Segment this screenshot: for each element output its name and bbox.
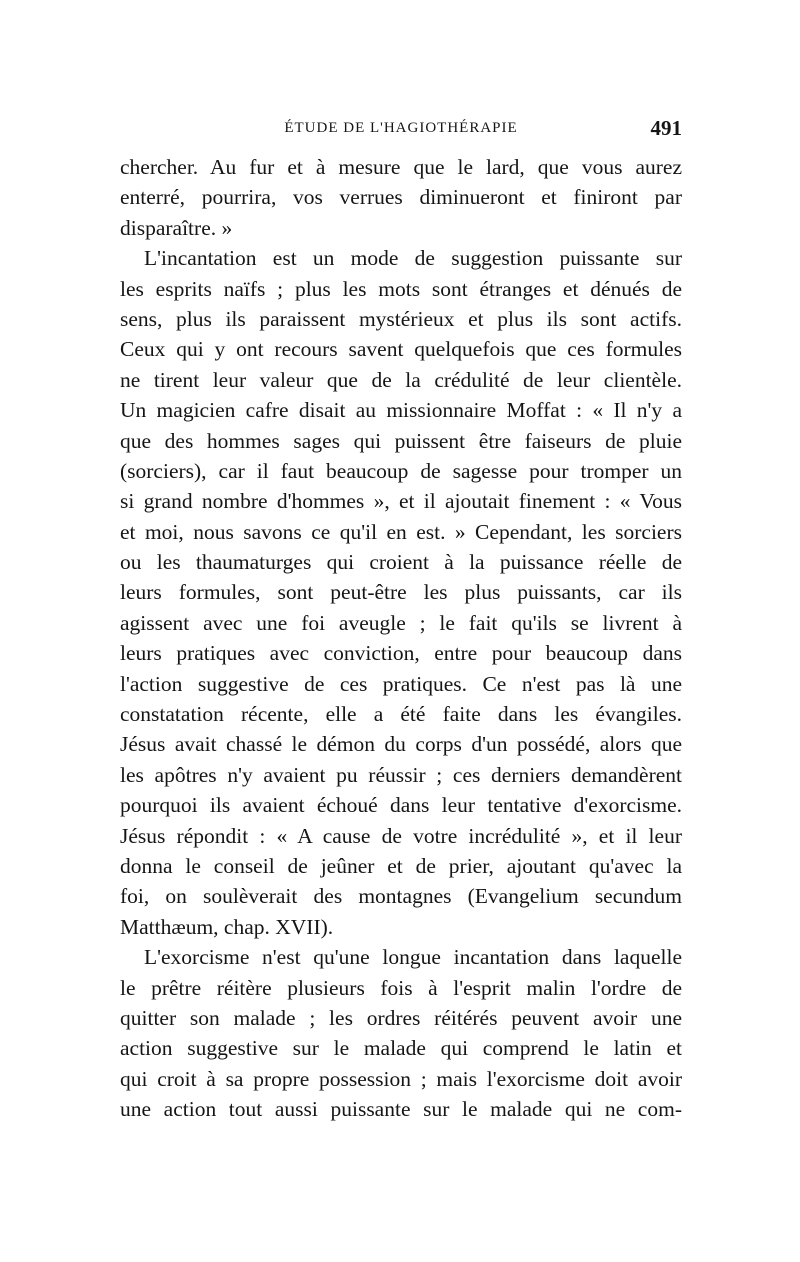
text-line: si grand nombre d'hommes », et il ajoutait finement : « Vous: [120, 489, 682, 514]
body-text: [120, 152, 682, 1125]
text-line: disparaître. »: [120, 215, 233, 240]
text-line: ou les thaumaturges qui croient à la puissance réelle de: [120, 550, 682, 575]
running-head-title: ÉTUDE DE L'HAGIOTHÉRAPIE: [284, 120, 518, 136]
text-line: (sorciers), car il faut beaucoup de sagesse pour tromper un: [120, 458, 682, 483]
text-line: ne tirent leur valeur que de la crédulité de leur clientèle.: [120, 367, 682, 392]
page-number: 491: [650, 116, 682, 140]
text-line: foi, on soulèverait des montagnes (Evangelium secundum: [120, 884, 682, 909]
text-line: action suggestive sur le malade qui comprend le latin et: [120, 1036, 682, 1061]
text-line: agissent avec une foi aveugle ; le fait qu'ils se livrent à: [120, 610, 682, 635]
text-line: pourquoi ils avaient échoué dans leur tentative d'exorcisme.: [120, 793, 682, 818]
running-head: [120, 116, 682, 140]
text-line: Ceux qui y ont recours savent quelquefois que ces formules: [120, 337, 682, 362]
text-line: L'exorcisme n'est qu'une longue incantation dans laquelle: [144, 945, 682, 970]
text-line: chercher. Au fur et à mesure que le lard, que vous aurez: [120, 155, 682, 179]
text-line: Un magicien cafre disait au missionnaire Moffat : « Il n'y a: [120, 398, 682, 423]
text-line: une action tout aussi puissante sur le malade qui ne com-: [120, 1097, 682, 1122]
text-line: et moi, nous savons ce qu'il en est. » Cependant, les sorciers: [120, 519, 682, 544]
text-line: l'action suggestive de ces pratiques. Ce n'est pas là une: [120, 671, 682, 696]
text-line: Jésus répondit : « A cause de votre incrédulité », et il leur: [120, 823, 682, 848]
text-line: sens, plus ils paraissent mystérieux et plus ils sont actifs.: [120, 306, 682, 331]
text-line: les apôtres n'y avaient pu réussir ; ces derniers demandèrent: [120, 762, 682, 787]
text-line: quitter son malade ; les ordres réitérés peuvent avoir une: [120, 1005, 682, 1030]
text-line: L'incantation est un mode de suggestion puissante sur: [144, 246, 682, 271]
text-line: leurs pratiques avec conviction, entre pour beaucoup dans: [120, 641, 682, 666]
text-line: constatation récente, elle a été faite dans les évangiles.: [120, 702, 682, 727]
text-line: que des hommes sages qui puissent être faiseurs de pluie: [120, 428, 682, 453]
text-line: donna le conseil de jeûner et de prier, ajoutant qu'avec la: [120, 853, 682, 878]
text-line: le prêtre réitère plusieurs fois à l'esprit malin l'ordre de: [120, 975, 682, 1000]
text-line: enterré, pourrira, vos verrues diminueront et finiront par: [120, 185, 682, 210]
text-line: Jésus avait chassé le démon du corps d'un possédé, alors que: [120, 732, 682, 757]
text-line: qui croit à sa propre possession ; mais l'exorcisme doit avoir: [120, 1066, 682, 1091]
text-line: les esprits naïfs ; plus les mots sont étranges et dénués de: [120, 276, 682, 301]
text-line: Matthæum, chap. XVII).: [120, 914, 334, 939]
text-line: leurs formules, sont peut-être les plus puissants, car ils: [120, 580, 682, 605]
